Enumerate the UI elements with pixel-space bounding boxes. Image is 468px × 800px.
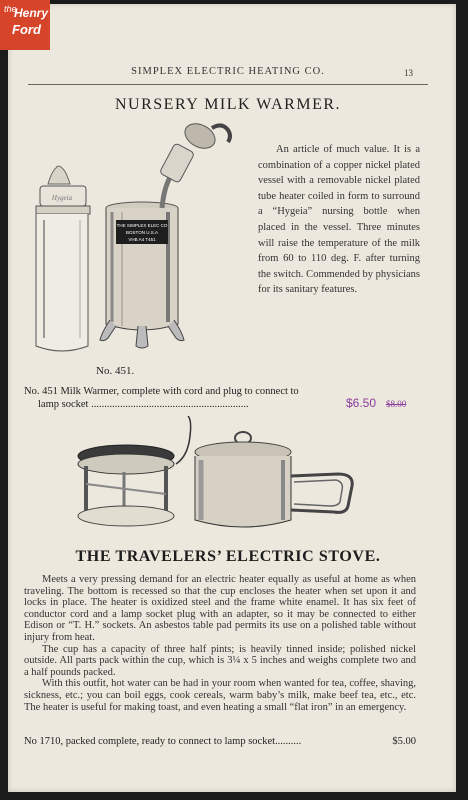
- stove-listing-text: No 1710, packed complete, ready to connect to lamp socket..........: [24, 736, 302, 747]
- heater-plug: [159, 119, 230, 208]
- milk-warmer-description: [258, 142, 420, 298]
- heater-stand: [78, 416, 191, 526]
- running-header: SIMPLEX ELECTRIC HEATING CO.: [131, 66, 325, 77]
- header-rule: [28, 84, 428, 85]
- svg-text:THE SIMPLEX ELEC CO: THE SIMPLEX ELEC CO: [116, 223, 168, 228]
- section-title-milk-warmer: NURSERY MILK WARMER.: [114, 96, 342, 113]
- logo-the: the: [4, 4, 17, 14]
- stove-cup: [195, 432, 352, 527]
- catalog-page: [8, 4, 456, 792]
- svg-text:BOSTON U.S.A: BOSTON U.S.A: [126, 230, 158, 235]
- figure-label-451: No. 451.: [96, 365, 135, 377]
- listing-line-2: lamp socket ............................................................: [38, 399, 249, 410]
- price-stamp-new: $6.50: [346, 396, 377, 410]
- stove-price: $5.00: [392, 736, 416, 747]
- section-title-travelers-stove: THE TRAVELERS’ ELECTRIC STOVE.: [75, 548, 381, 565]
- stove-description: [24, 574, 416, 713]
- milk-warmer-illustration: [22, 116, 254, 366]
- warmer-vessel: [100, 202, 184, 348]
- stove-paragraph-3: With this outfit, hot water can be had in your room when wanted for tea, coffee, shaving, sickness, etc.; you can boil eggs, cook cereals, warm baby’s milk, make beef tea, etc., etc. The heater is useful for making toast, and even heating a small “flat iron” in an emergency.: [24, 678, 416, 713]
- listing-line-1: No. 451 Milk Warmer, complete with cord and plug to connect to: [24, 386, 299, 397]
- logo-henry: Henry: [14, 6, 49, 20]
- stove-paragraph-2: The cup has a capacity of three half pints; is heavily tinned inside; polished nickel outside. All parts pack within the cup, which is 3¼ x 5 inches and weighs complete two and a half pounds packed.: [24, 643, 416, 678]
- travelers-stove-illustration: [68, 416, 388, 541]
- logo-ford: Ford: [12, 22, 41, 37]
- bottle-label: Hygeia: [51, 194, 73, 202]
- svg-text:VHB A4 T451: VHB A4 T451: [128, 237, 156, 242]
- stove-listing: [24, 736, 416, 747]
- stove-paragraph-1: Meets a very pressing demand for an electric heater equally as useful at home as when traveling. The bottom is recessed so that the cup encloses the heater when set upon it and locks in place. The heater is oxidized steel and the frame white enamel. It has six feet of conductor cord and a lamp socket plug with an adapter, so it may be connected to either Edison or “T. H.” sockets. An asbestos table pad permits its use on a polished table without injury from heat.: [24, 574, 416, 643]
- price-original: $8.00: [386, 399, 407, 409]
- page-number: 13: [404, 68, 413, 78]
- milk-warmer-description-text: An article of much value. It is a combination of a copper nickel plated vessel with a removable nickel plated tube heater coiled in form to surround a “Hygeia” nursing bottle when placed in the vessel. Three minutes will raise the temperature of the milk from 60 to 110 deg. F. after turning the switch. Commended by physicians for its sanitary features.: [258, 144, 420, 296]
- nursing-bottle: [36, 166, 90, 351]
- henry-ford-logo: [0, 0, 50, 50]
